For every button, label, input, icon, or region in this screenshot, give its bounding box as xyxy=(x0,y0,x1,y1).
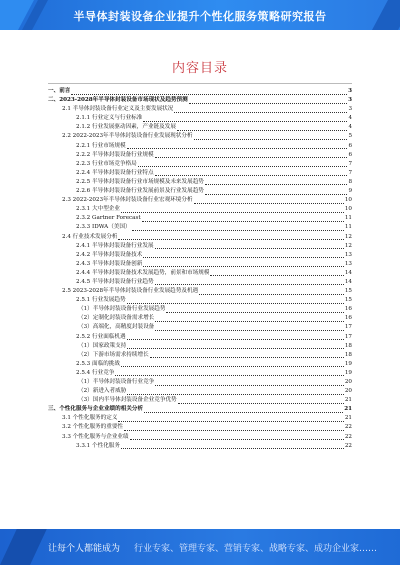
toc-dot-leader xyxy=(210,274,343,276)
toc-entry[interactable] xyxy=(48,360,352,369)
toc-dot-leader xyxy=(71,93,347,95)
toc-entry-page-number: 22 xyxy=(344,433,352,440)
toc-entry[interactable] xyxy=(48,287,352,296)
toc-entry-page-number: 21 xyxy=(344,406,352,413)
toc-dot-leader xyxy=(118,420,343,422)
toc-entry-page-number: 11 xyxy=(344,215,352,222)
toc-entry-title: （1）半导体封装设备行业发展趋势 xyxy=(78,306,166,313)
toc-entry-page-number: 4 xyxy=(348,115,352,122)
toc-entry-title: 2.5.3 面临的挑战 xyxy=(76,360,120,367)
toc-entry[interactable] xyxy=(48,369,352,378)
toc-entry-title: 2.4.2 半导体封装设备技术 xyxy=(76,251,143,258)
toc-entry-title: 2.4.4 半导体封装设备技术发展趋势，前景和市场规模 xyxy=(76,269,210,276)
toc-dot-leader xyxy=(115,374,343,376)
toc-entry-page-number: 13 xyxy=(344,260,352,267)
toc-entry[interactable] xyxy=(48,223,352,232)
toc-entry-title: 二、2023-2028年半导体封装设备市场现状及趋势预测 xyxy=(48,97,188,104)
toc-entry-page-number: 21 xyxy=(344,397,352,404)
toc-dot-leader xyxy=(155,156,348,158)
toc-entry[interactable] xyxy=(48,169,352,178)
toc-entry-title: 3.3 个性化服务与企业业绩 xyxy=(62,433,129,440)
toc-entry-title: 2.4.1 半导体封装设备行业发展 xyxy=(76,242,154,249)
toc-entry[interactable] xyxy=(48,378,352,387)
toc-entry[interactable] xyxy=(48,323,352,332)
toc-dot-leader xyxy=(143,256,344,258)
toc-entry-title: 2.5 2023-2028年半导体封装设备行业发展趋势及机遇 xyxy=(62,288,199,295)
report-title: 半导体封装设备企业提升个性化服务策略研究报告 xyxy=(73,10,327,23)
toc-entry-title: （2）新进入者威胁 xyxy=(78,388,127,395)
toc-dot-leader xyxy=(199,293,344,295)
toc-entry-title: 一、前言 xyxy=(48,88,71,94)
toc-entry[interactable] xyxy=(48,205,352,214)
toc-entry-title: （1）国家政策支持 xyxy=(78,342,127,349)
footer-slogan-roles: 行业专家、管理专家、营销专家、战略专家、成功企业家…… xyxy=(134,544,378,554)
toc-top-divider xyxy=(48,83,352,84)
toc-dot-leader xyxy=(178,402,344,404)
toc-entry-page-number: 10 xyxy=(344,206,352,213)
toc-dot-leader xyxy=(155,384,344,386)
toc-entry[interactable] xyxy=(48,123,352,132)
toc-entry-title: 2.2.4 半导体封装设备行业特点 xyxy=(76,169,154,176)
toc-entry-page-number: 7 xyxy=(348,160,352,167)
toc-dot-leader xyxy=(142,220,344,222)
toc-dot-leader xyxy=(127,393,344,395)
toc-entry-page-number: 19 xyxy=(344,360,352,367)
toc-entry-title: 2.2.3 行业市场竞争格局 xyxy=(76,160,137,167)
toc-entry-page-number: 22 xyxy=(344,424,352,431)
toc-entry-title: 2.2.5 半导体封装设备行业市场规模及未来发展趋势 xyxy=(76,178,204,185)
toc-dot-leader xyxy=(124,429,344,431)
toc-dot-leader xyxy=(205,193,348,195)
toc-entry[interactable] xyxy=(48,151,352,160)
toc-entry-title: 2.3 2022-2023年半导体封装设备行业宏观环境分析 xyxy=(62,197,193,204)
toc-dot-leader xyxy=(138,165,348,167)
toc-entry-page-number: 5 xyxy=(348,133,352,140)
toc-entry[interactable] xyxy=(48,423,352,432)
table-of-contents-heading: 内容目录 xyxy=(171,61,228,76)
toc-entry-page-number: 18 xyxy=(344,342,352,349)
toc-entry[interactable] xyxy=(48,333,352,342)
toc-entry-page-number: 10 xyxy=(344,197,352,204)
toc-entry-page-number: 12 xyxy=(344,242,352,249)
toc-entry-title: 3.1 个性化服务的定义 xyxy=(62,415,118,422)
toc-entry[interactable] xyxy=(48,251,352,260)
toc-entry-title: 2.1.1 行业定义与行业标准 xyxy=(76,115,143,122)
toc-entry[interactable] xyxy=(48,114,352,123)
toc-entry-title: 2.1 半导体封装设备行业定义及主要发展状况 xyxy=(62,106,174,113)
toc-dot-leader xyxy=(155,320,344,322)
toc-entry-page-number: 16 xyxy=(344,315,352,322)
toc-entry-page-number: 14 xyxy=(344,269,352,276)
toc-dot-leader xyxy=(127,347,344,349)
toc-dot-leader xyxy=(144,411,343,413)
toc-entry-page-number: 12 xyxy=(344,233,352,240)
toc-entry[interactable] xyxy=(48,87,352,96)
toc-dot-leader xyxy=(130,438,344,440)
toc-dot-leader xyxy=(194,138,348,140)
toc-entry-title: 2.3.1 大中型企业 xyxy=(76,206,120,213)
toc-entry-title: （2）定制化封装设备需求增长 xyxy=(78,315,155,322)
toc-entry-page-number: 4 xyxy=(348,124,352,131)
toc-dot-leader xyxy=(155,174,348,176)
toc-entry[interactable] xyxy=(48,260,352,269)
toc-entry-page-number: 20 xyxy=(344,388,352,395)
toc-entry[interactable] xyxy=(48,314,352,323)
toc-entry-title: 2.4.3 半导体封装设备创新 xyxy=(76,260,143,267)
toc-entry-page-number: 19 xyxy=(344,369,352,376)
toc-entry-title: 2.2.6 半导体封装设备行业发展前景及行业发展趋势 xyxy=(76,188,204,195)
toc-entry-title: 2.4 行业技术发展分析 xyxy=(62,233,118,240)
toc-entry-title: （3）高端化，高精度封装设备 xyxy=(78,324,155,331)
toc-entry[interactable] xyxy=(48,342,352,351)
toc-entry[interactable] xyxy=(48,132,352,141)
footer-slogan-lead: 让每个人都能成为 xyxy=(48,544,121,554)
toc-dot-leader xyxy=(121,211,344,213)
toc-entry[interactable] xyxy=(48,269,352,278)
toc-entry-page-number: 3 xyxy=(348,88,352,94)
toc-entry[interactable] xyxy=(48,396,352,405)
toc-entry-page-number: 15 xyxy=(344,297,352,304)
toc-dot-leader xyxy=(150,356,344,358)
toc-entry[interactable] xyxy=(48,214,352,223)
toc-dot-leader xyxy=(155,329,344,331)
toc-entry[interactable] xyxy=(48,305,352,314)
toc-entry[interactable] xyxy=(48,105,352,114)
toc-entry-title: （1）半导体封装设备行业竞争 xyxy=(78,379,155,385)
toc-entry[interactable] xyxy=(48,160,352,169)
toc-entry[interactable] xyxy=(48,442,352,451)
toc-entry-page-number: 6 xyxy=(348,151,352,158)
toc-dot-leader xyxy=(121,447,344,449)
toc-entry-title: （2）下游市场需求持续增长 xyxy=(78,351,149,358)
toc-entry-page-number: 14 xyxy=(344,278,352,285)
toc-entry-page-number: 6 xyxy=(348,142,352,149)
toc-dot-leader xyxy=(155,247,344,249)
toc-entry[interactable] xyxy=(48,405,352,414)
footer-band xyxy=(0,529,400,565)
toc-entry-title: 3.2 个性化服务的重要性 xyxy=(62,424,124,431)
toc-dot-leader xyxy=(155,283,344,285)
toc-entry[interactable] xyxy=(48,433,352,442)
toc-dot-leader xyxy=(194,202,344,204)
toc-entry-page-number: 15 xyxy=(344,288,352,295)
toc-entry-title: 3.3.1 个性化服务 xyxy=(76,442,120,449)
toc-entry-page-number: 22 xyxy=(344,442,352,449)
toc-entry-page-number: 20 xyxy=(344,379,352,385)
toc-entry[interactable] xyxy=(48,96,352,105)
toc-entry-title: 2.3.2 Gartner Forecast xyxy=(76,215,141,222)
toc-entry-title: 2.5.1 行业发展趋势 xyxy=(76,297,126,304)
toc-dot-leader xyxy=(118,238,343,240)
toc-dot-leader xyxy=(127,147,348,149)
toc-dot-leader xyxy=(121,365,344,367)
toc-entry[interactable] xyxy=(48,351,352,360)
toc-dot-leader xyxy=(189,102,347,104)
toc-entry[interactable] xyxy=(48,387,352,396)
toc-entry-page-number: 3 xyxy=(348,97,352,104)
toc-entry[interactable] xyxy=(48,296,352,305)
table-of-contents xyxy=(48,87,352,451)
toc-entry[interactable] xyxy=(48,233,352,242)
toc-dot-leader xyxy=(127,338,344,340)
toc-entry-title: （3）国内半导体封装设备企业竞争优势 xyxy=(78,397,177,404)
toc-dot-leader xyxy=(132,229,344,231)
toc-entry[interactable] xyxy=(48,187,352,196)
toc-dot-leader xyxy=(177,129,348,131)
toc-entry-page-number: 8 xyxy=(348,178,352,185)
toc-entry[interactable] xyxy=(48,178,352,187)
toc-dot-leader xyxy=(143,120,347,122)
toc-entry-title: 2.2 2022-2023年半导体封装设备行业发展现状分析 xyxy=(62,133,193,140)
toc-entry-page-number: 16 xyxy=(344,306,352,313)
toc-entry[interactable] xyxy=(48,142,352,151)
footer-slogan xyxy=(48,541,377,554)
toc-entry-page-number: 11 xyxy=(344,224,352,231)
toc-entry[interactable] xyxy=(48,242,352,251)
toc-entry-title: 2.4.5 半导体封装设备行业趋势 xyxy=(76,278,154,285)
toc-entry[interactable] xyxy=(48,196,352,205)
toc-entry-title: 2.5.2 行业面临机遇 xyxy=(76,333,126,340)
report-header-band xyxy=(0,0,400,30)
toc-dot-leader xyxy=(127,302,344,304)
toc-entry-title: 三、个性化服务与企业业绩的相关分析 xyxy=(48,406,144,413)
toc-entry-page-number: 7 xyxy=(348,169,352,176)
footer-decoration xyxy=(0,529,47,565)
toc-entry-page-number: 9 xyxy=(348,188,352,195)
toc-entry-title: 2.2.2 半导体封装设备行业规模 xyxy=(76,151,154,158)
toc-dot-leader xyxy=(143,265,344,267)
toc-entry[interactable] xyxy=(48,278,352,287)
toc-entry-title: 2.5.4 行业竞争 xyxy=(76,369,115,376)
toc-entry-title: 2.2.1 行业市场规模 xyxy=(76,142,126,149)
toc-dot-leader xyxy=(174,111,347,113)
toc-entry-page-number: 17 xyxy=(344,324,352,331)
toc-entry-page-number: 21 xyxy=(344,415,352,422)
toc-entry-title: 2.1.2 行业发展驱动因素，产业链及发展 xyxy=(76,124,176,131)
toc-entry-page-number: 13 xyxy=(344,251,352,258)
toc-entry-title: 2.3.3 IDWA（美国） xyxy=(76,224,131,231)
toc-dot-leader xyxy=(166,311,343,313)
toc-entry[interactable] xyxy=(48,414,352,423)
toc-entry-page-number: 3 xyxy=(348,106,352,113)
toc-entry-page-number: 17 xyxy=(344,333,352,340)
toc-entry-page-number: 18 xyxy=(344,351,352,358)
toc-dot-leader xyxy=(205,183,348,185)
